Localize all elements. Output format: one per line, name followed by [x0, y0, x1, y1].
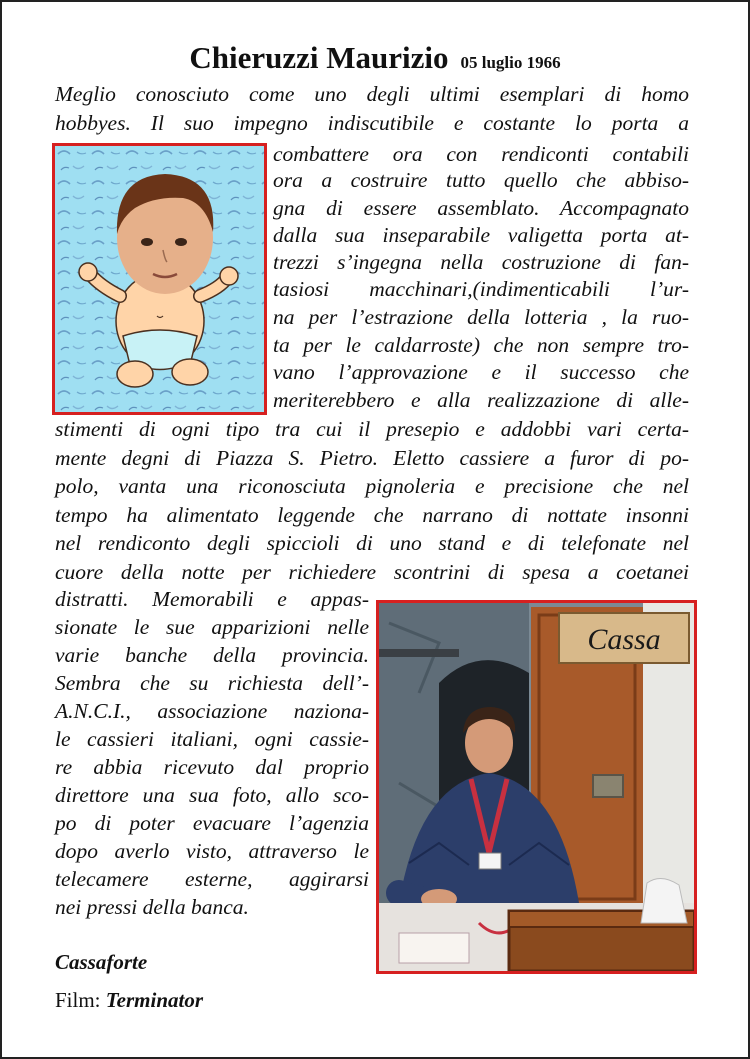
body-line: distratti. Memorabili e appas- — [55, 587, 369, 611]
birth-date: 05 luglio 1966 — [460, 53, 561, 72]
cassa-sign-text: Cassa — [587, 623, 661, 656]
body-line: gna di essere assemblato. Accompagnato — [273, 196, 689, 220]
baby-illustration — [55, 146, 264, 412]
body-line: trezzi s’ingegna nella costruzione di fan- — [273, 250, 689, 274]
body-line: tempo ha alimentato leggende che narrano di nottate insonni — [55, 503, 689, 527]
body-line: re abbia ricevuto dal proprio — [55, 755, 369, 779]
nickname: Cassaforte — [55, 950, 148, 974]
body-line: nel rendiconto degli spiccioli di uno stand e di telefonate nel — [55, 531, 689, 555]
body-line: telecamere esterne, aggirarsi — [55, 867, 369, 891]
body-line: mente degni di Piazza S. Pietro. Eletto cassiere a furor di po- — [55, 446, 689, 470]
body-line: stimenti di ogni tipo tra cui il presepio e addobbi vari certa- — [55, 417, 689, 441]
film-label: Film: — [55, 988, 101, 1012]
body-line: nei pressi della banca. — [55, 895, 249, 919]
body-line: ta per le caldarroste) che non sempre tro- — [273, 333, 689, 357]
body-line: hobbyes. Il suo impegno indiscutibile e costante lo porta a — [55, 111, 689, 135]
body-line: combattere ora con rendiconti contabili — [273, 142, 689, 166]
body-line: tasiosi macchinari,(indimenticabili l’ur- — [273, 277, 689, 301]
body-line: le cassieri italiani, ogni cassie- — [55, 727, 369, 751]
body-line: sionate le sue apparizioni nelle — [55, 615, 369, 639]
body-line: direttore una sua foto, allo sco- — [55, 783, 369, 807]
person-name: Chieruzzi Maurizio — [189, 40, 449, 75]
body-line: dalla sua inseparabile valigetta porta at- — [273, 223, 689, 247]
film-line — [55, 987, 203, 1013]
body-line: dopo averlo visto, attraverso le — [55, 839, 369, 863]
title-row — [2, 40, 748, 76]
body-line: polo, vanta una riconosciuta pignoleria e precisione che nel — [55, 474, 689, 498]
cashier-scene — [379, 603, 694, 971]
baby-photo — [52, 143, 267, 415]
body-line: cuore della notte per richiedere scontrini di spesa a coetanei — [55, 560, 689, 584]
body-line: Sembra che su richiesta dell’- — [55, 671, 369, 695]
body-line: vano l’approvazione e il successo che — [273, 360, 689, 384]
body-line: Meglio conosciuto come uno degli ultimi esemplari di homo — [55, 82, 689, 106]
body-line: meriterebbero e alla realizzazione di alle- — [273, 388, 689, 412]
body-line: po di poter evacuare l’agenzia — [55, 811, 369, 835]
body-line: varie banche della provincia. — [55, 643, 369, 667]
film-title: Terminator — [105, 988, 204, 1012]
body-line: A.N.C.I., associazione naziona- — [55, 699, 369, 723]
body-line: ora a costruire tutto quello che abbiso- — [273, 168, 689, 192]
cashier-photo — [376, 600, 697, 974]
body-line: na per l’estrazione della lotteria , la ruo- — [273, 305, 689, 329]
